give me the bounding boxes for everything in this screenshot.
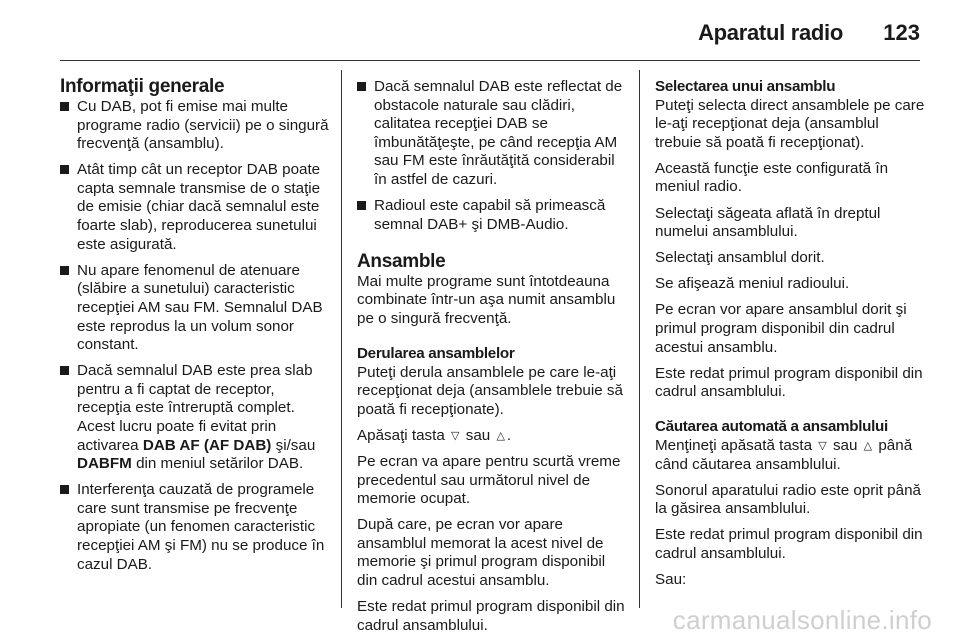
- bullet-list-continued: [357, 78, 627, 234]
- paragraph: Sau:: [655, 571, 687, 589]
- header-divider: [60, 60, 920, 61]
- paragraph: Această funcţie este configurată în meniul radio.: [655, 159, 889, 196]
- paragraph: Puteţi selecta direct ansamblele pe care le-aţi recepţionat deja (ansamblul trebuie să poată fi recepţionat).: [655, 96, 925, 151]
- paragraph: Mai multe programe sunt întotdeauna combinate într-un aşa numit ansamblu pe o singură frecvenţă.: [357, 272, 616, 327]
- paragraph: Se afişează meniul radioului.: [655, 275, 850, 293]
- paragraph: Puteţi derula ansamblele pe care le-aţi recepţionat deja (ansamblele trebuie să poată fi recepţionate).: [357, 363, 623, 418]
- page-number: 123: [883, 20, 920, 45]
- column-1: [60, 70, 330, 582]
- watermark: carmanualsonline.info: [672, 605, 932, 635]
- paragraph: Pe ecran va apare pentru scurtă vreme precedentul sau următorul nivel de memorie ocupat.: [357, 453, 621, 508]
- up-key-icon: △: [863, 440, 873, 452]
- bullet-list-general: [60, 98, 330, 574]
- bullet-icon: [60, 485, 69, 494]
- column-divider-2: [639, 70, 640, 608]
- down-key-icon: ▽: [451, 429, 460, 442]
- section-heading-general-info: Informaţii generale: [60, 76, 225, 97]
- page-header: [0, 0, 960, 62]
- paragraph: Selectaţi ansamblul dorit.: [655, 249, 825, 267]
- paragraph: Este redat primul program disponibil din cadrul ansamblului.: [655, 364, 923, 401]
- list-item: Dacă semnalul DAB este reflectat de obstacole naturale sau clădiri, calitatea recepţiei DAB se îmbunătăţeşte, pe când recepţia AM sau FM este înrăutăţită considerabil în astfel de cazuri.: [357, 78, 627, 190]
- column-2: [357, 70, 627, 643]
- paragraph: Este redat primul program disponibil din cadrul ansamblului.: [357, 598, 625, 634]
- list-item: Atât timp cât un receptor DAB poate capta semnale transmise de o staţie de emisie (chiar dacă semnalul este foarte slab), reproducerea sunetului este asigurată.: [60, 161, 330, 254]
- bullet-icon: [60, 102, 69, 111]
- list-item: Dacă semnalul DAB este prea slab pentru a fi captat de receptor, recepţia este întreruptă complet. Acest lucru poate fi evitat prin activarea DAB AF (AF DAB) şi/sau DABFM din meniul setărilor DAB.: [60, 362, 330, 474]
- list-item: Interferenţa cauzată de programele care sunt transmise pe frecvenţe apropiate (un fenomen caracteristic recepţiei AM şi FM) nu se produce în cazul DAB.: [60, 481, 330, 574]
- paragraph: Sonorul aparatului radio este oprit până la găsirea ansamblului.: [655, 481, 921, 518]
- subheading-auto-search: Căutarea automată a ansamblului: [655, 418, 888, 436]
- page-title: Aparatul radio: [698, 20, 843, 45]
- paragraph: După care, pe ecran vor apare ansamblul memorat la acest nivel de memorie şi primul program disponibil din cadrul acestui ansamblu.: [357, 516, 606, 590]
- column-3: [655, 70, 927, 597]
- up-key-icon: △: [496, 429, 505, 442]
- section-heading-ensembles: Ansamble: [357, 250, 446, 272]
- paragraph: Menţineţi apăsată tasta ▽ sau △ până când căutarea ansamblului.: [655, 437, 913, 473]
- subheading-select-ensemble: Selectarea unui ansamblu: [655, 78, 836, 95]
- bullet-icon: [60, 165, 69, 174]
- spacer: [357, 336, 627, 345]
- menu-option-dab-af: DAB AF (AF DAB): [142, 436, 272, 454]
- list-item: Cu DAB, pot fi emise mai multe programe radio (servicii) pe o singură frecvenţă (ansamblu).: [60, 98, 330, 154]
- down-key-icon: ▽: [818, 440, 827, 452]
- paragraph: Este redat primul program disponibil din cadrul ansamblului.: [655, 526, 923, 562]
- spacer: [357, 242, 627, 251]
- subheading-scroll-ensembles: Derularea ansamblelor: [357, 345, 515, 363]
- list-item: Radioul este capabil să primească semnal DAB+ şi DMB-Audio.: [357, 197, 627, 234]
- bullet-icon: [60, 266, 69, 275]
- spacer: [655, 409, 927, 418]
- paragraph: Apăsaţi tasta ▽ sau △ .: [357, 426, 512, 444]
- paragraph: Pe ecran vor apare ansamblul dorit şi primul program disponibil din cadrul acestui ansamblu.: [655, 301, 907, 356]
- bullet-icon: [60, 366, 69, 375]
- column-divider-1: [341, 70, 342, 608]
- paragraph: Selectaţi săgeata aflată în dreptul numelui ansamblului.: [655, 204, 881, 241]
- bullet-icon: [357, 201, 366, 210]
- bullet-icon: [357, 82, 366, 91]
- menu-option-dabfm: DABFM: [77, 455, 132, 473]
- list-item: Nu apare fenomenul de atenuare (slăbire a sunetului) caracteristic recepţiei AM sau FM. Semnalul DAB este reprodus la un volum sonor constant.: [60, 262, 330, 355]
